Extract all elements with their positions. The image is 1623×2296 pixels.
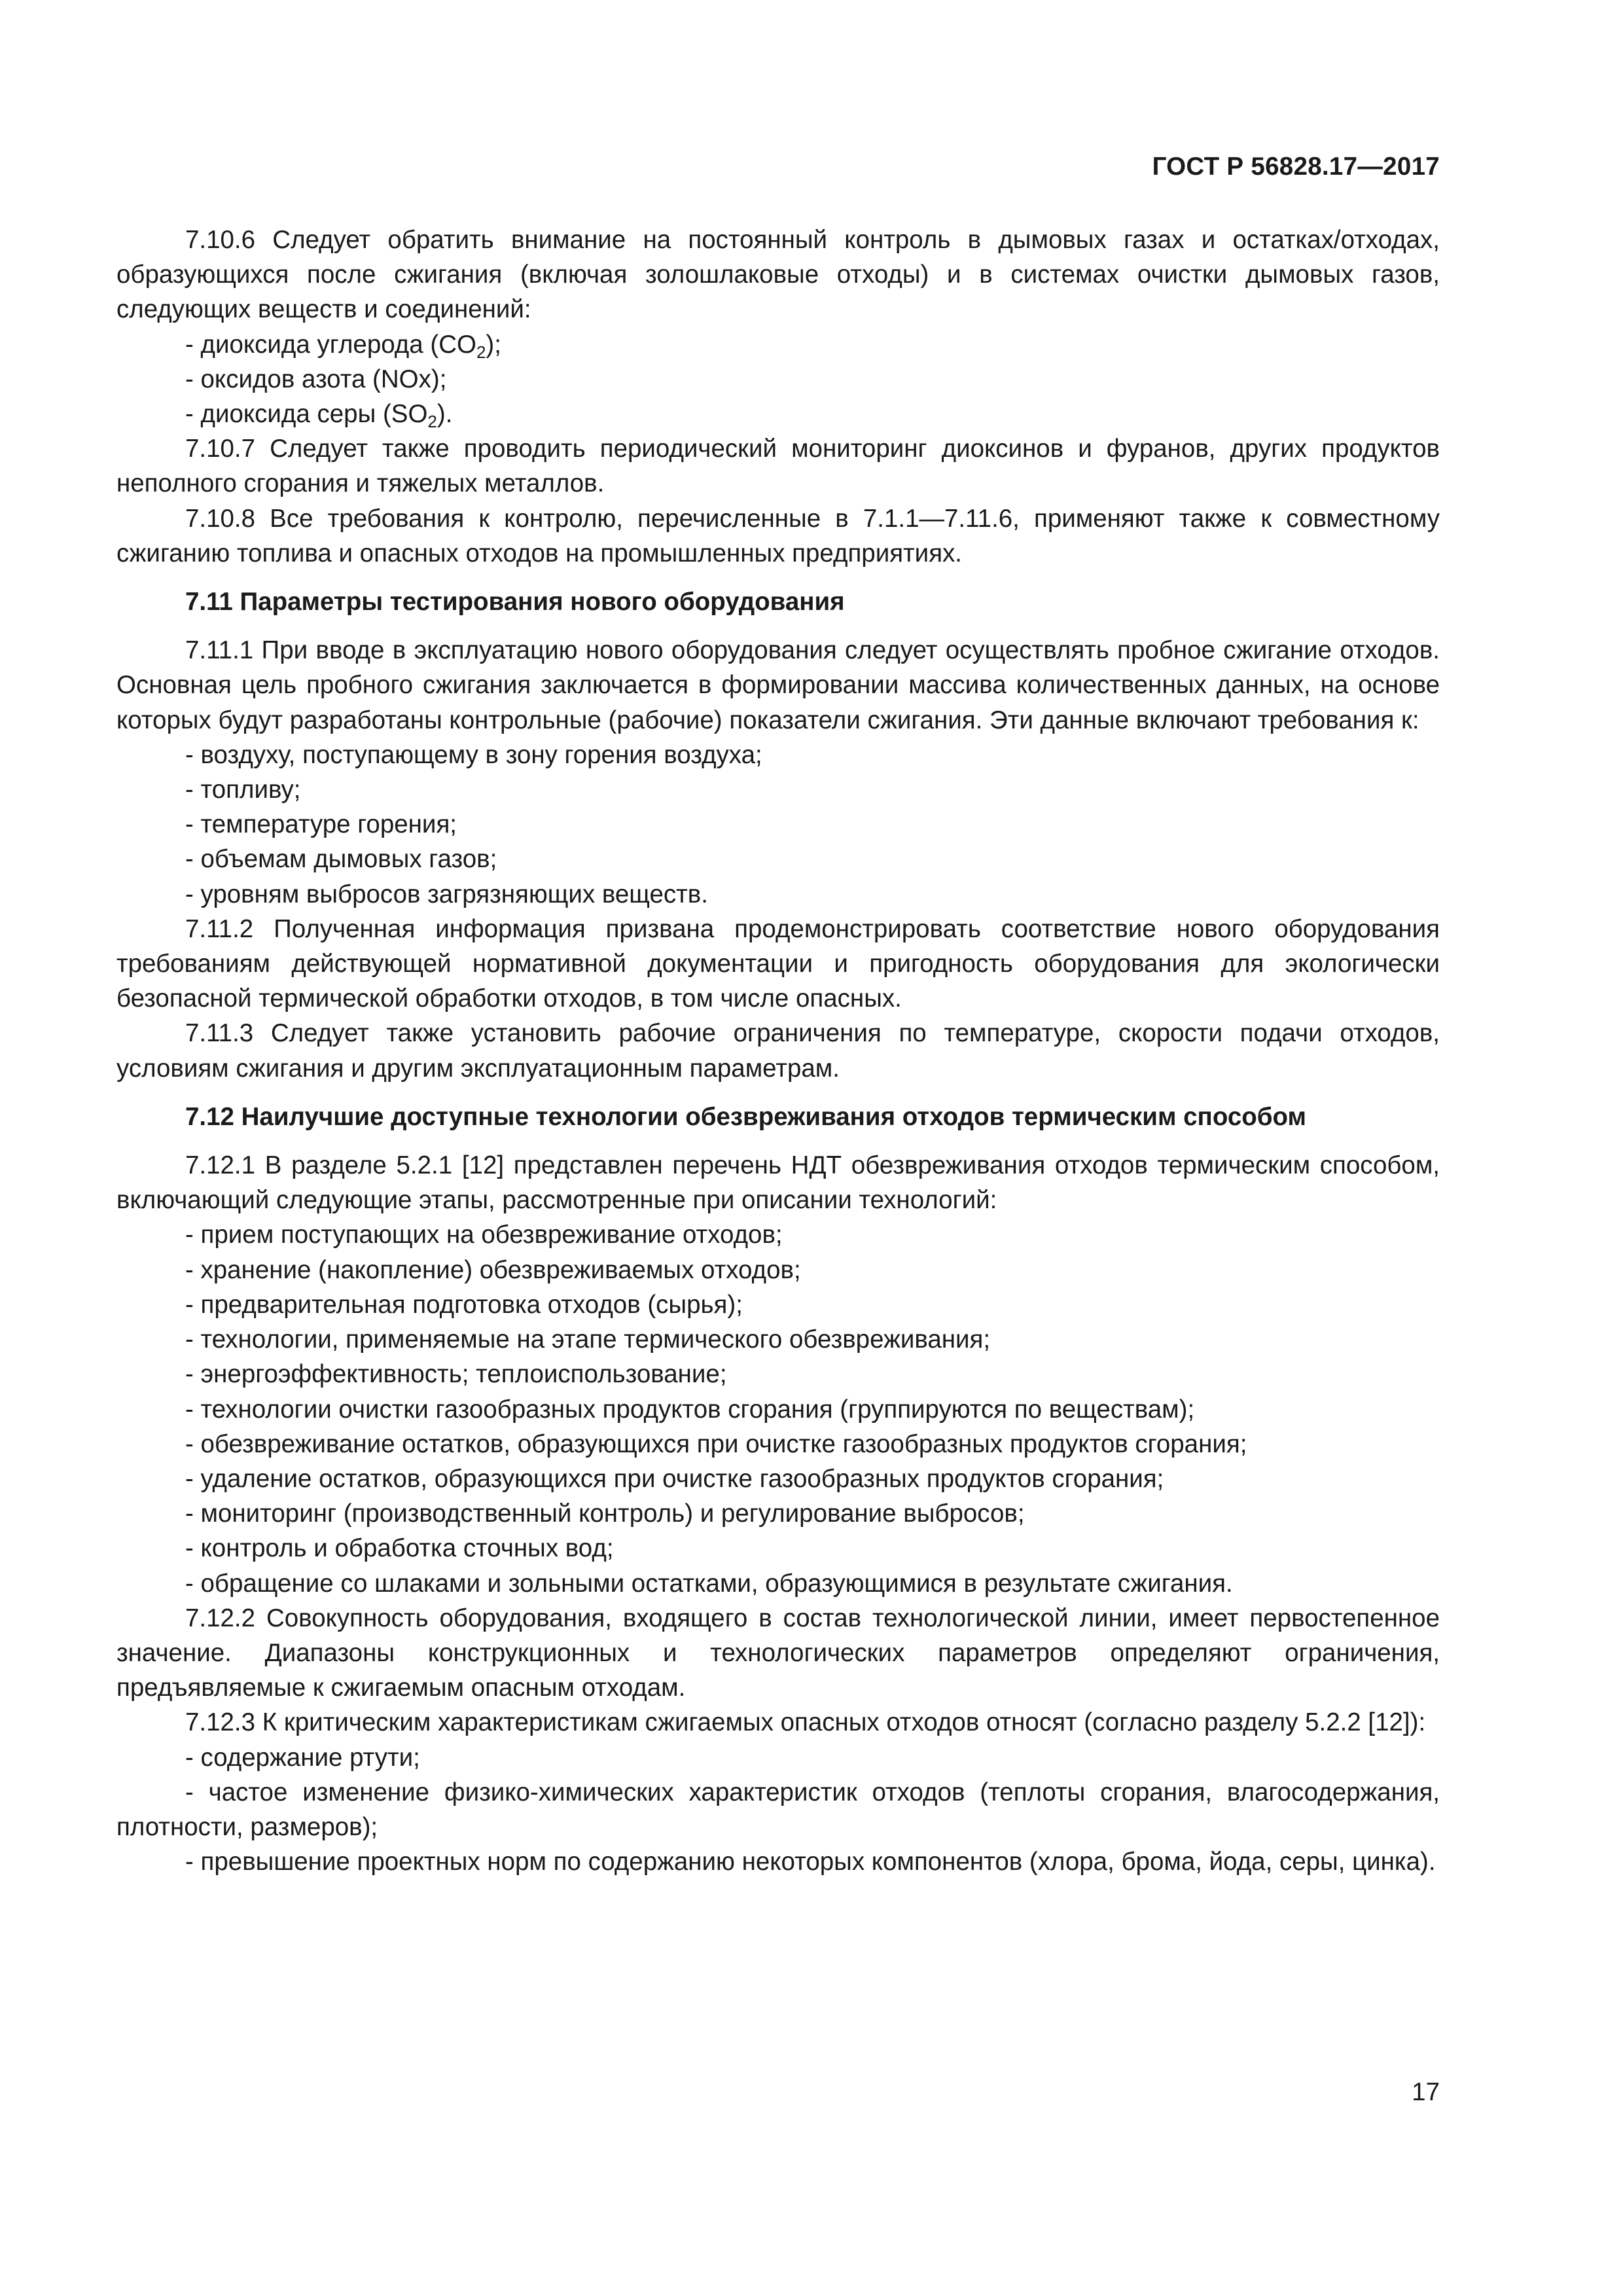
list-item: - частое изменение физико-химических характеристик отходов (теплоты сгорания, влагосодержания, плотности, размеров); xyxy=(116,1778,1440,1841)
paragraph-7-10-8: 7.10.8 Все требования к контролю, перечисленные в 7.1.1—7.11.6, применяют также к совместному сжиганию топлива и опасных отходов на промышленных предприятиях. xyxy=(116,504,1440,567)
list-item: - мониторинг (производственный контроль) и регулирование выбросов; xyxy=(185,1499,1025,1528)
section-heading-7-11: 7.11 Параметры тестирования нового оборудования xyxy=(185,588,845,617)
list-item: - энергоэффективность; теплоиспользование; xyxy=(185,1360,727,1389)
paragraph-7-11-2: 7.11.2 Полученная информация призвана продемонстрировать соответствие нового оборудования требованиям действующей нормативной документации и пригодность оборудования для экологически безопасной термической обработки отходов, в том числе опасных. xyxy=(116,914,1440,1013)
list-item: - содержание ртути; xyxy=(185,1743,420,1772)
document-id-header: ГОСТ Р 56828.17—2017 xyxy=(1152,152,1440,181)
list-item: - воздуху, поступающему в зону горения воздуха; xyxy=(185,740,762,769)
page-content xyxy=(116,223,1440,1879)
paragraph-7-12-1: 7.12.1 В разделе 5.2.1 [12] представлен перечень НДТ обезвреживания отходов термическим способом, включающий следующие этапы, рассмотренные при описании технологий: xyxy=(116,1151,1440,1215)
list-item: - прием поступающих на обезвреживание отходов; xyxy=(185,1221,783,1249)
list-item: - технологии очистки газообразных продуктов сгорания (группируются по веществам); xyxy=(185,1395,1195,1424)
list-item: - объемам дымовых газов; xyxy=(185,845,497,874)
paragraph-7-10-7: 7.10.7 Следует также проводить периодический мониторинг диоксинов и фуранов, других продуктов неполного сгорания и тяжелых металлов. xyxy=(116,435,1440,498)
page-number: 17 xyxy=(1412,2078,1440,2106)
paragraph-7-12-3: 7.12.3 К критическим характеристикам сжигаемых опасных отходов относят (согласно разделу 5.2.2 [12]): xyxy=(185,1708,1426,1737)
list-item: - диоксида углерода $(CO_2)$; xyxy=(185,330,501,362)
section-heading-7-12: 7.12 Наилучшие доступные технологии обезвреживания отходов термическим способом xyxy=(185,1102,1307,1131)
list-item: - обращение со шлаками и зольными остатками, образующимися в результате сжигания. xyxy=(185,1569,1233,1598)
list-item: - оксидов азота (NOx); xyxy=(185,365,447,393)
list-item: - хранение (накопление) обезвреживаемых отходов; xyxy=(185,1255,801,1284)
list-item: - превышение проектных норм по содержанию некоторых компонентов (хлора, брома, йода, серы, цинка). xyxy=(185,1848,1436,1876)
list-item: - диоксида серы $(SO_2)$. xyxy=(185,400,453,432)
list-item: - топливу; xyxy=(185,776,301,804)
list-item: - удаление остатков, образующихся при очистке газообразных продуктов сгорания; xyxy=(185,1464,1164,1493)
list-item: - технологии, применяемые на этапе термического обезвреживания; xyxy=(185,1325,991,1354)
list-item: - предварительная подготовка отходов (сырья); xyxy=(185,1290,743,1319)
list-item: - контроль и обработка сточных вод; xyxy=(185,1534,614,1563)
paragraph-7-12-2: 7.12.2 Совокупность оборудования, входящего в состав технологической линии, имеет первостепенное значение. Диапазоны конструкционных и технологических параметров определяют ограничения, предъявляемые к сжигаемым опасным отходам. xyxy=(116,1604,1440,1702)
paragraph-7-11-3: 7.11.3 Следует также установить рабочие ограничения по температуре, скорости подачи отходов, условиям сжигания и другим эксплуатационным параметрам. xyxy=(116,1019,1440,1083)
paragraph-7-11-1: 7.11.1 При вводе в эксплуатацию нового оборудования следует осуществлять пробное сжигание отходов. Основная цель пробного сжигания заключается в формировании массива количественных данных, на основе которых будут разработаны контрольные (рабочие) показатели сжигания. Эти данные включают требования к: xyxy=(116,636,1440,734)
list-item: - обезвреживание остатков, образующихся при очистке газообразных продуктов сгорания; xyxy=(185,1429,1247,1458)
paragraph-7-10-6: 7.10.6 Следует обратить внимание на постоянный контроль в дымовых газах и остатках/отходах, образующихся после сжигания (включая золошлаковые отходы) и в системах очистки дымовых газов, следующих веществ и соединений: xyxy=(116,226,1440,324)
list-item: - температуре горения; xyxy=(185,810,457,839)
list-item: - уровням выбросов загрязняющих веществ. xyxy=(185,880,708,908)
